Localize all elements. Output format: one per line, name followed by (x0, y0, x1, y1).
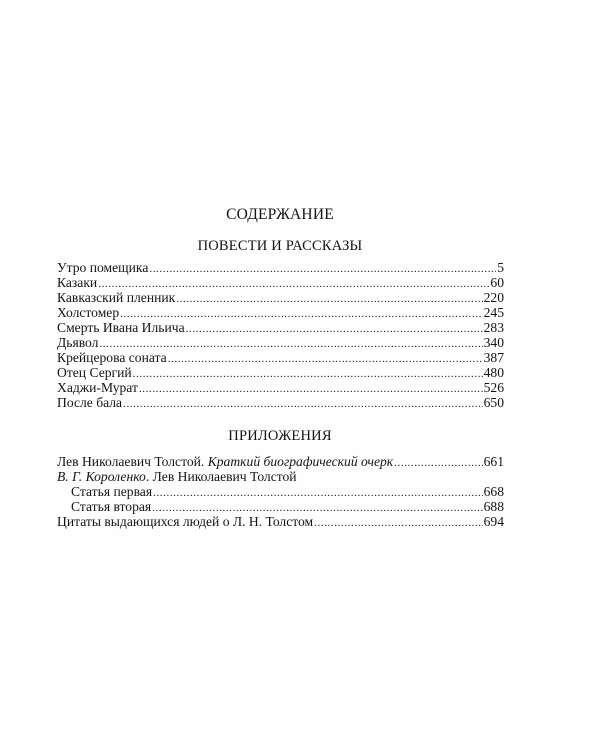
toc-list-appendices (57, 454, 504, 529)
leader-dots (394, 456, 482, 469)
section-title-stories: ПОВЕСТИ И РАССКАЗЫ (197, 238, 363, 254)
leader-dots (120, 307, 482, 320)
toc-entry[interactable] (57, 260, 504, 275)
leader-dots (153, 486, 483, 499)
toc-entry-title: Крейцерова соната (57, 350, 167, 365)
toc-entry[interactable] (57, 365, 504, 380)
toc-entry[interactable] (57, 514, 504, 529)
toc-entry-page: 283 (483, 320, 504, 335)
toc-entry[interactable] (57, 275, 504, 290)
toc-entry-title: Хаджи-Мурат (57, 380, 138, 395)
toc-entry-page: 60 (490, 275, 504, 290)
toc-entry[interactable] (57, 335, 504, 350)
leader-dots (168, 352, 483, 365)
toc-entry[interactable] (57, 290, 504, 305)
toc-entry-page: 688 (483, 499, 504, 514)
toc-entry[interactable] (57, 380, 504, 395)
toc-entry-title: Цитаты выдающихся людей о Л. Н. Толстом (57, 514, 314, 529)
toc-list-stories (57, 260, 504, 410)
leader-dots (123, 397, 483, 410)
toc-entry-title: Статья первая (71, 484, 153, 499)
toc-entry[interactable] (57, 305, 504, 320)
toc-entry-title: Кавказский пленник (57, 290, 176, 305)
toc-entry-page: 650 (483, 395, 504, 410)
leader-dots (176, 292, 482, 305)
toc-entry-title-text: Лев Николаевич Толстой. (57, 454, 208, 469)
toc-entry-page: 694 (483, 514, 504, 529)
toc-entry-title-italic: Краткий биографический очерк (207, 454, 394, 469)
toc-entry-title: Статья вторая (71, 499, 152, 514)
toc-entry-page: 340 (483, 335, 504, 350)
toc-entry-title: Дьявол (57, 335, 99, 350)
toc-entry-page: 5 (497, 260, 504, 275)
toc-entry-page: 220 (483, 290, 504, 305)
toc-entry-title: После бала (57, 395, 123, 410)
toc-entry-title-text: . Лев Николаевич Толстой (145, 469, 297, 484)
toc-entry-page: 387 (483, 350, 504, 365)
toc-group-heading (57, 469, 504, 484)
toc-entry-title (57, 469, 297, 484)
section-title-appendices: ПРИЛОЖЕНИЯ (228, 428, 332, 444)
toc-entry-title: Холстомер (57, 305, 120, 320)
leader-dots (99, 337, 482, 350)
leader-dots (149, 262, 496, 275)
toc-entry[interactable] (57, 499, 504, 514)
toc-entry[interactable] (57, 395, 504, 410)
toc-entry[interactable] (57, 454, 504, 469)
toc-entry-page: 526 (483, 380, 504, 395)
page-title: СОДЕРЖАНИЕ (226, 206, 334, 223)
leader-dots (139, 382, 483, 395)
toc-entry-title: Отец Сергий (57, 365, 132, 380)
toc-entry-author-italic: В. Г. Короленко (57, 469, 146, 484)
toc-entry-page: 480 (483, 365, 504, 380)
toc-entry[interactable] (57, 320, 504, 335)
toc-entry-page: 245 (483, 305, 504, 320)
leader-dots (186, 322, 483, 335)
toc-entry-title (57, 454, 393, 469)
toc-entry-page: 661 (483, 454, 504, 469)
toc-entry-page: 668 (483, 484, 504, 499)
toc-entry-title: Утро помещика (57, 260, 149, 275)
leader-dots (133, 367, 483, 380)
toc-entry[interactable] (57, 350, 504, 365)
toc-entry-title: Смерть Ивана Ильича (57, 320, 185, 335)
leader-dots (98, 277, 489, 290)
toc-entry-title: Казаки (57, 275, 98, 290)
leader-dots (314, 516, 482, 529)
leader-dots (152, 501, 482, 514)
toc-entry[interactable] (57, 484, 504, 499)
